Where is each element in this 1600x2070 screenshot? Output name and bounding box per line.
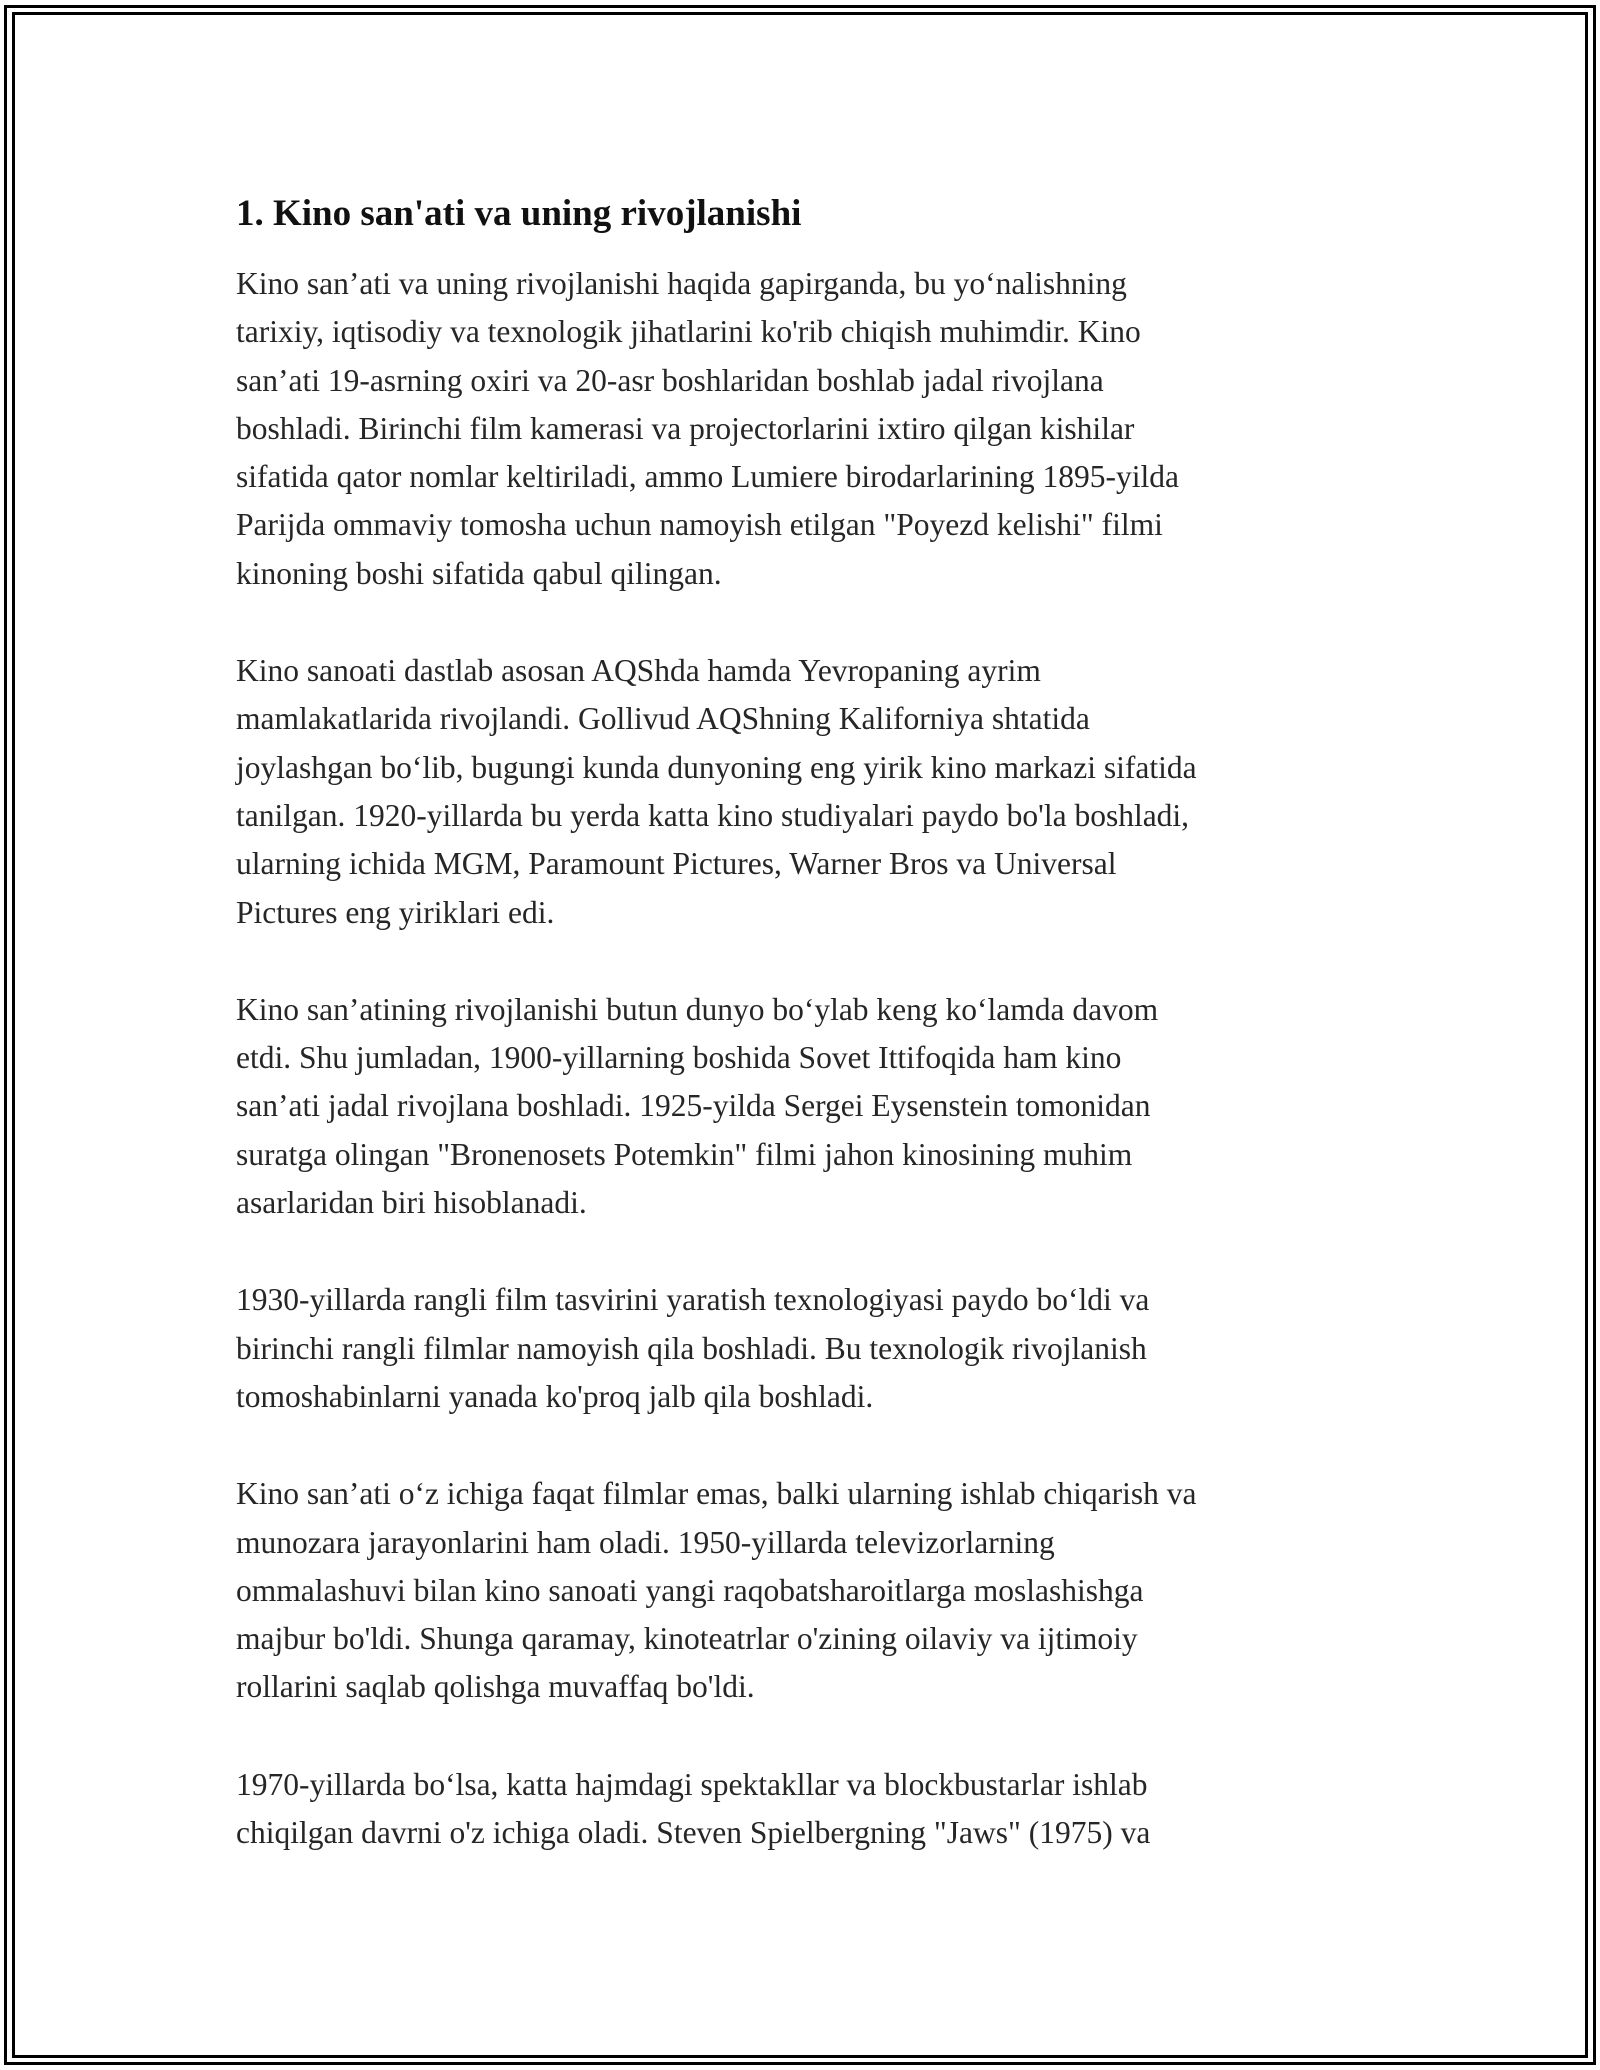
paragraph-line: 1930-yillarda rangli film tasvirini yaratish texnologiyasi paydo bo‘ldi va bbox=[236, 1282, 1150, 1318]
paragraph-line: ularning ichida MGM, Paramount Pictures, Warner Bros va Universal bbox=[236, 846, 1117, 882]
document-title: 1. Kino san'ati va uning rivojlanishi bbox=[236, 193, 802, 234]
paragraph-3 bbox=[236, 986, 1366, 1227]
paragraph-line: boshladi. Birinchi film kamerasi va projectorlarini ixtiro qilgan kishilar bbox=[236, 410, 1135, 446]
paragraph-line: birinchi rangli filmlar namoyish qila boshladi. Bu texnologik rivojlanish bbox=[236, 1330, 1147, 1366]
paragraph-line: suratga olingan "Bronenosets Potemkin" filmi jahon kinosining muhim bbox=[236, 1136, 1133, 1172]
paragraph-container bbox=[236, 260, 1366, 1857]
paragraph-line: Parijda ommaviy tomosha uchun namoyish etilgan "Poyezd kelishi" filmi bbox=[236, 507, 1163, 543]
paragraph-line: majbur bo'ldi. Shunga qaramay, kinoteatrlar o'zining oilaviy va ijtimoiy bbox=[236, 1621, 1138, 1657]
paragraph-line: ommalashuvi bilan kino sanoati yangi raqobatsharoitlarga moslashishga bbox=[236, 1572, 1144, 1608]
paragraph-line: joylashgan bo‘lib, bugungi kunda dunyoning eng yirik kino markazi sifatida bbox=[236, 749, 1197, 785]
paragraph-line: munozara jarayonlarini ham oladi. 1950-yillarda televizorlarning bbox=[236, 1524, 1055, 1560]
paragraph-line: san’ati jadal rivojlana boshladi. 1925-yilda Sergei Eysenstein tomonidan bbox=[236, 1088, 1151, 1124]
paragraph-line: etdi. Shu jumladan, 1900-yillarning boshida Sovet Ittifoqida ham kino bbox=[236, 1040, 1122, 1076]
paragraph-line: rollarini saqlab qolishga muvaffaq bo'ldi. bbox=[236, 1669, 755, 1705]
paragraph-line: mamlakatlarida rivojlandi. Gollivud AQShning Kaliforniya shtatida bbox=[236, 701, 1090, 737]
paragraph-4 bbox=[236, 1276, 1366, 1421]
paragraph-line: Pictures eng yiriklari edi. bbox=[236, 894, 555, 930]
paragraph-5 bbox=[236, 1470, 1366, 1711]
paragraph-line: chiqilgan davrni o'z ichiga oladi. Steven Spielbergning "Jaws" (1975) va bbox=[236, 1815, 1151, 1851]
paragraph-line: asarlaridan biri hisoblanadi. bbox=[236, 1185, 587, 1221]
document-body bbox=[236, 188, 1366, 1906]
paragraph-line: kinoning boshi sifatida qabul qilingan. bbox=[236, 555, 722, 591]
paragraph-line: 1970-yillarda bo‘lsa, katta hajmdagi spektakllar va blockbustarlar ishlab bbox=[236, 1766, 1148, 1802]
paragraph-line: Kino san’ati o‘z ichiga faqat filmlar emas, balki ularning ishlab chiqarish va bbox=[236, 1476, 1197, 1512]
paragraph-6 bbox=[236, 1761, 1366, 1858]
paragraph-line: san’ati 19-asrning oxiri va 20-asr boshlaridan boshlab jadal rivojlana bbox=[236, 362, 1104, 398]
paragraph-line: tomoshabinlarni yanada ko'proq jalb qila boshladi. bbox=[236, 1378, 874, 1414]
paragraph-line: Kino sanoati dastlab asosan AQShda hamda Yevropaning ayrim bbox=[236, 653, 1041, 689]
paragraph-line: sifatida qator nomlar keltiriladi, ammo Lumiere birodarlarining 1895-yilda bbox=[236, 459, 1179, 495]
paragraph-line: Kino san’ati va uning rivojlanishi haqida gapirganda, bu yo‘nalishning bbox=[236, 266, 1127, 301]
paragraph-1 bbox=[236, 260, 1366, 598]
paragraph-2 bbox=[236, 647, 1366, 937]
paragraph-line: tanilgan. 1920-yillarda bu yerda katta kino studiyalari paydo bo'la boshladi, bbox=[236, 797, 1190, 833]
paragraph-line: Kino san’atining rivojlanishi butun dunyo bo‘ylab keng ko‘lamda davom bbox=[236, 991, 1159, 1027]
paragraph-line: tarixiy, iqtisodiy va texnologik jihatlarini ko'rib chiqish muhimdir. Kino bbox=[236, 314, 1141, 350]
